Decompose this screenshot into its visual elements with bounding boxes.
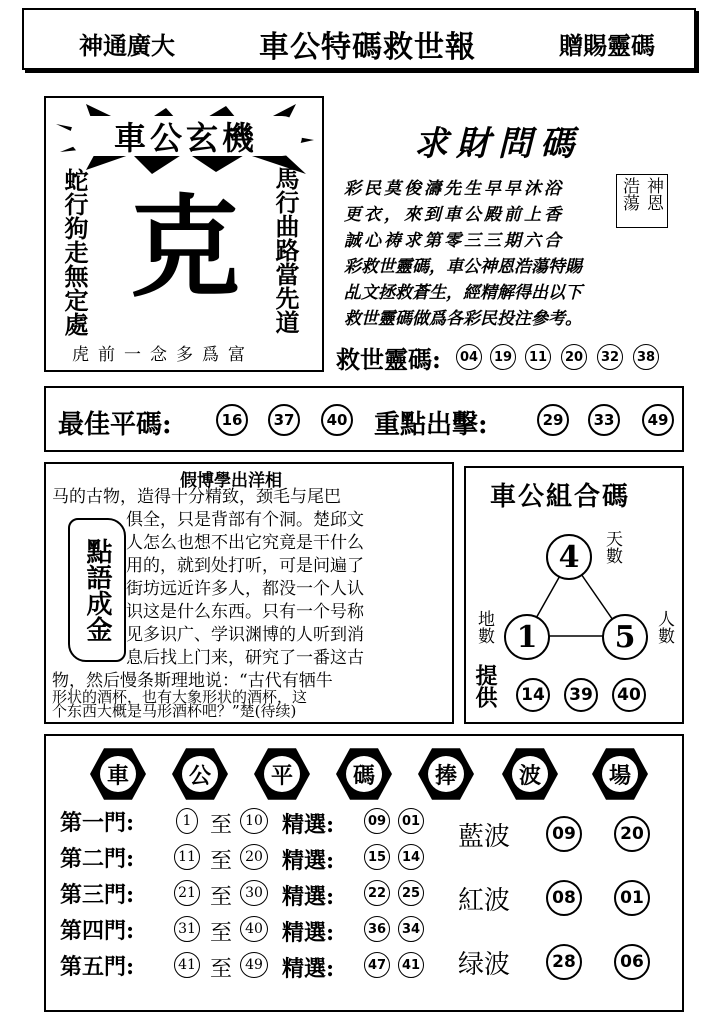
- range-to-label: 至: [210, 849, 233, 874]
- wave-ball: 20: [614, 816, 650, 852]
- mystery-box: [44, 96, 324, 372]
- mystery-banner: 車公玄機: [70, 116, 302, 156]
- range-to-label: 至: [210, 813, 233, 838]
- range-to-ball: 10: [240, 808, 268, 834]
- story-badge: [68, 518, 126, 662]
- range-from-ball: 41: [174, 952, 200, 978]
- wealth-number-ball: 38: [633, 344, 659, 370]
- title-hex: 平: [254, 746, 310, 802]
- title-hex: 車: [90, 746, 146, 802]
- range-from-ball: 1: [176, 808, 198, 834]
- wave-ball: 08: [546, 880, 582, 916]
- mystery-character: 克: [130, 183, 240, 312]
- range-to-label: 至: [210, 921, 233, 946]
- wealth-number-ball: 19: [490, 344, 516, 370]
- combo-top-label: 天數: [602, 530, 622, 564]
- title-hex: 公: [172, 746, 228, 802]
- wealth-number-ball: 32: [597, 344, 623, 370]
- range-to-label: 至: [210, 957, 233, 982]
- header-title: 車公特碼救世報: [259, 30, 476, 65]
- attack-label: 重點出擊:: [374, 410, 488, 440]
- wealth-title: 求財問碼: [414, 124, 582, 164]
- flat-row: [60, 912, 165, 946]
- pick-ball: 22: [364, 880, 390, 906]
- wave-label: 藍波: [458, 822, 511, 852]
- header-left: 神通廣大: [79, 31, 175, 60]
- story-line: 识这是什么东西。只有一个号称: [126, 602, 364, 622]
- story-line: 俱全，只是背部有个洞。楚邱文: [126, 510, 364, 530]
- story-line: 个东西大概是马形酒杯吧？”楚(待续): [52, 702, 297, 720]
- range-to-ball: 49: [240, 952, 268, 978]
- title-hex: 碼: [336, 746, 392, 802]
- flat-row: [60, 840, 165, 874]
- combo-box: [464, 466, 684, 724]
- pick-label: 精選:: [282, 956, 335, 982]
- combo-left-label: 地數: [474, 610, 494, 644]
- best-number-ball: 40: [321, 404, 353, 436]
- attack-number-ball: 29: [537, 404, 569, 436]
- story-title: 假博學出洋相: [180, 471, 282, 491]
- wave-label: 紅波: [458, 886, 511, 916]
- best-bar: [44, 386, 684, 452]
- pick-ball: 47: [364, 952, 390, 978]
- combo-number-ball: 39: [564, 678, 598, 712]
- wave-label: 绿波: [458, 950, 511, 980]
- range-to-ball: 30: [240, 880, 268, 906]
- wave-ball: 09: [546, 816, 582, 852]
- flat-row: [60, 948, 165, 982]
- combo-right-ball: 5: [602, 614, 648, 660]
- combo-right-label: 人數: [654, 610, 674, 644]
- header-box: [22, 8, 696, 70]
- attack-number-ball: 49: [642, 404, 674, 436]
- story-line: 形状的酒杯，也有大象形状的酒杯，这: [52, 688, 308, 706]
- flat-row-label: 第二門:: [60, 845, 135, 872]
- pick-ball: 09: [364, 808, 390, 834]
- wealth-line: 彩救世靈碼，車公神恩浩蕩特賜: [344, 257, 582, 277]
- pick-ball: 01: [398, 808, 424, 834]
- pick-ball: 34: [398, 916, 424, 942]
- attack-number-ball: 33: [588, 404, 620, 436]
- story-line: 人怎么也想不出它究竟是干什么: [126, 533, 364, 553]
- flat-row-label: 第三門:: [60, 881, 135, 908]
- best-number-ball: 37: [268, 404, 300, 436]
- title-hex: 場: [592, 746, 648, 802]
- flat-row: [60, 804, 165, 838]
- story-line: 马的古物，造得十分精致，颈毛与尾巴: [52, 487, 341, 507]
- story-badge-text: 點語成金: [82, 538, 112, 642]
- pick-ball: 41: [398, 952, 424, 978]
- combo-top-ball: 4: [546, 534, 592, 580]
- pick-ball: 14: [398, 844, 424, 870]
- combo-title: 車公組合碼: [490, 482, 631, 512]
- wave-ball: 01: [614, 880, 650, 916]
- flat-row-label: 第五門:: [60, 953, 135, 980]
- range-to-ball: 20: [240, 844, 268, 870]
- story-line: 用的，就到处打听，可是问遍了: [126, 556, 364, 576]
- wealth-line: 乩文拯救蒼生，經精解得出以下: [344, 283, 582, 303]
- combo-provide-label: 提供: [472, 664, 498, 708]
- flat-row-label: 第四門:: [60, 917, 135, 944]
- wealth-line: 誠心祷求第零三三期六合: [344, 231, 564, 251]
- mystery-bottom: 虎前一念多爲富: [72, 345, 254, 365]
- wealth-stamp: 神恩浩蕩: [616, 174, 668, 228]
- wealth-number-ball: 11: [525, 344, 551, 370]
- wealth-number-ball: 04: [456, 344, 482, 370]
- wealth-line: 彩民莫俊濤先生早早沐浴: [344, 179, 564, 199]
- flat-row-label: 第一門:: [60, 809, 135, 836]
- combo-left-ball: 1: [504, 614, 550, 660]
- range-from-ball: 21: [174, 880, 200, 906]
- range-from-ball: 11: [174, 844, 200, 870]
- best-number-ball: 16: [216, 404, 248, 436]
- story-box: [44, 462, 454, 724]
- range-from-ball: 31: [174, 916, 200, 942]
- combo-number-ball: 14: [516, 678, 550, 712]
- title-hex: 波: [502, 746, 558, 802]
- wave-ball: 28: [546, 944, 582, 980]
- pick-ball: 25: [398, 880, 424, 906]
- mystery-left-phrase: 蛇行狗走無定處: [60, 168, 89, 336]
- story-line: 物，然后慢条斯理地说：“古代有牺牛: [52, 671, 333, 691]
- mystery-right-phrase: 馬行曲路當先道: [271, 166, 300, 334]
- best-label: 最佳平碼:: [58, 410, 172, 440]
- story-line: 街坊远近许多人，都没一个人认: [126, 579, 364, 599]
- wave-ball: 06: [614, 944, 650, 980]
- story-line: 见多识广、学识渊博的人听到消: [126, 625, 364, 645]
- combo-number-ball: 40: [612, 678, 646, 712]
- wealth-line: 更衣，來到車公殿前上香: [344, 205, 564, 225]
- pick-label: 精選:: [282, 884, 335, 910]
- pick-label: 精選:: [282, 848, 335, 874]
- header-right: 贈賜靈碼: [559, 31, 655, 60]
- wealth-line: 救世靈碼做爲各彩民投注參考。: [344, 309, 582, 329]
- story-line: 息后找上门来，研究了一番这古: [126, 648, 364, 668]
- pick-label: 精選:: [282, 920, 335, 946]
- title-hex: 捧: [418, 746, 474, 802]
- pick-ball: 36: [364, 916, 390, 942]
- range-to-label: 至: [210, 885, 233, 910]
- range-to-ball: 40: [240, 916, 268, 942]
- wealth-number-ball: 20: [561, 344, 587, 370]
- wealth-text: [344, 176, 582, 332]
- wealth-numbers-label: 救世靈碼:: [336, 345, 441, 374]
- flat-row: [60, 876, 165, 910]
- pick-label: 精選:: [282, 812, 335, 838]
- pick-ball: 15: [364, 844, 390, 870]
